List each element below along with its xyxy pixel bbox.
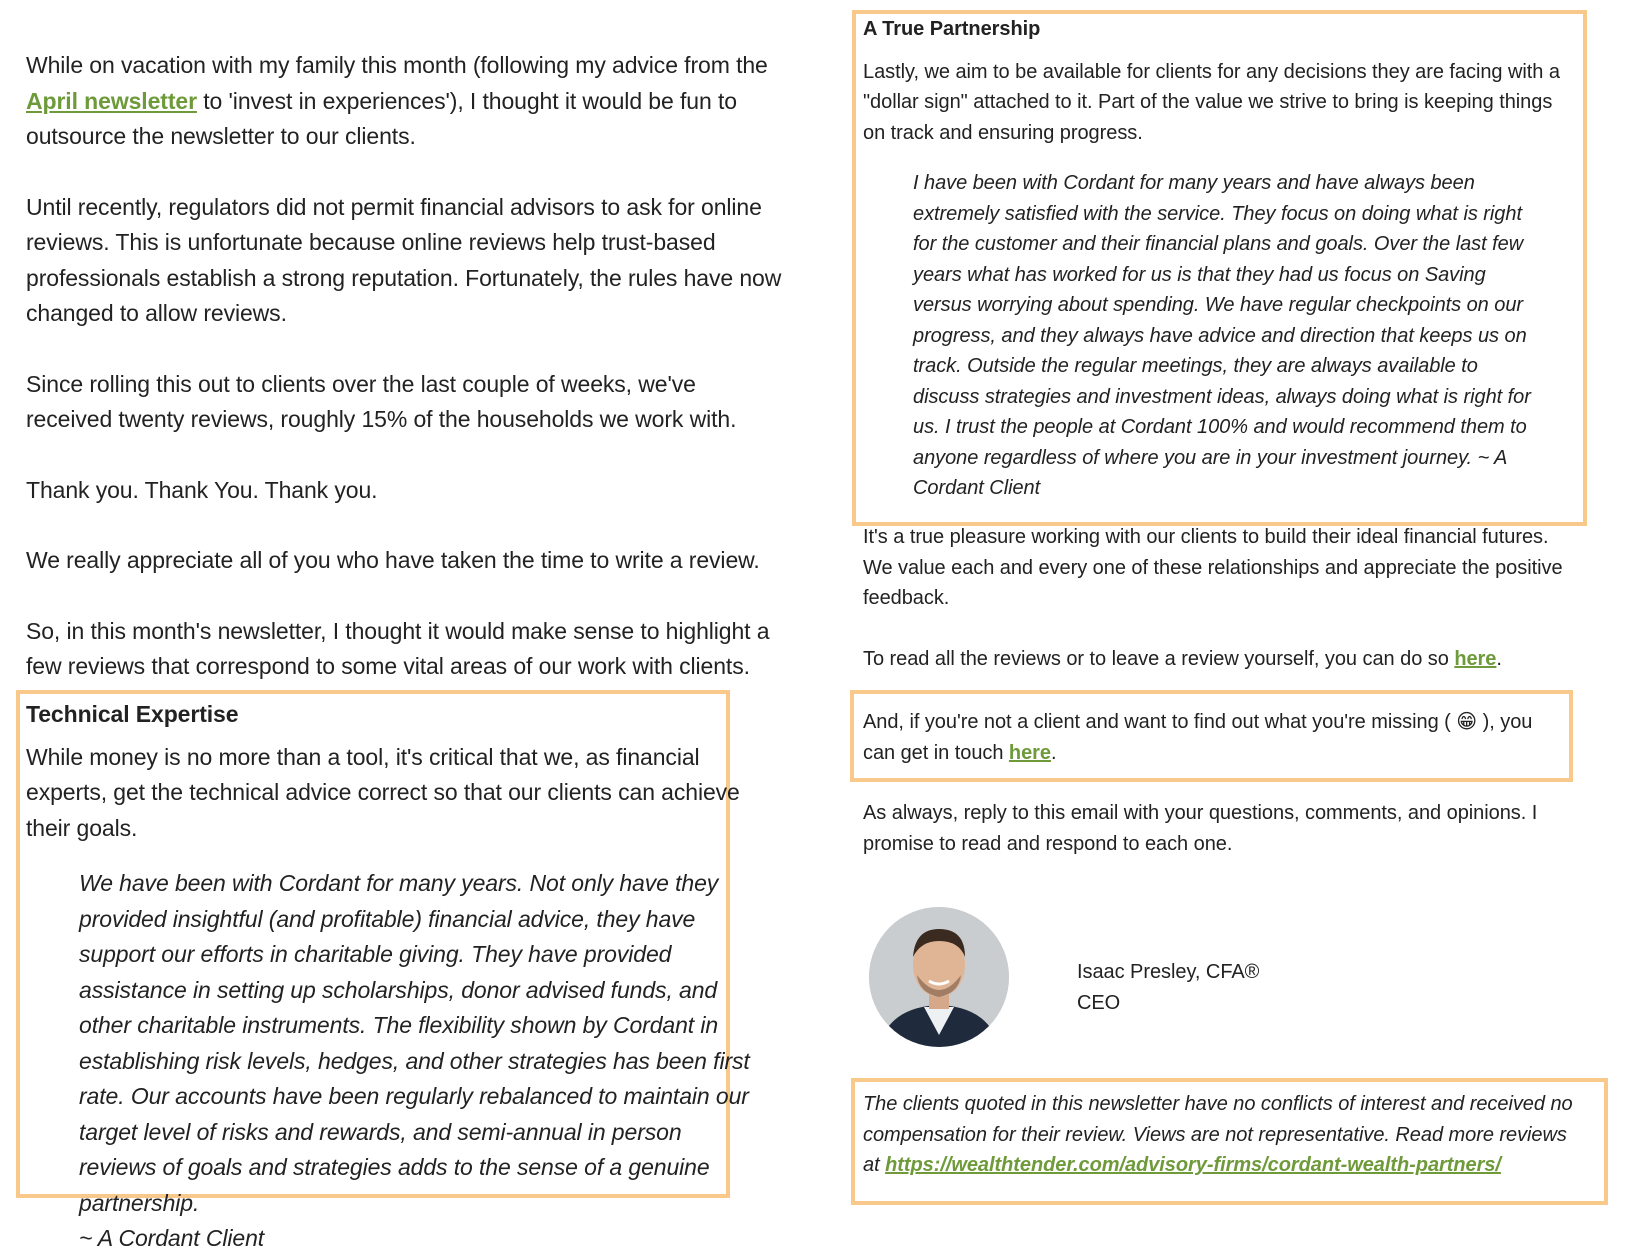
signature-title: CEO xyxy=(1077,992,1121,1014)
left-column xyxy=(26,48,786,685)
right-lower-content xyxy=(863,522,1581,704)
reviews-here-link[interactable]: here xyxy=(1454,647,1497,670)
ceo-avatar xyxy=(869,907,1009,1047)
true-partnership-title: A True Partnership xyxy=(863,18,1041,40)
april-newsletter-link[interactable]: April newsletter xyxy=(26,87,197,114)
technical-expertise-quote: We have been with Cordant for many years. Not only have they provided insightful (and profitable) financial advice, they have support our efforts in charitable giving. They have provided assistance in setting up scholarships, donor advised funds, and other charitable instruments. The flexibility shown by Cordant in establishing risk levels, hedges, and other strategies has been first rate. Our accounts have been regularly rebalanced to maintain our target level of risks and rewards, and semi-annual in person reviews of goals and strategies adds to the sense of a genuine partnership. ~ A Cordant Client xyxy=(79,870,750,1251)
true-partnership-body: Lastly, we aim to be available for clients for any decisions they are facing with a "dollar sign" attached to it. Part of the value we strive to bring is keeping things on track and ensuring progress. xyxy=(863,60,1560,144)
reviews-paragraph: To read all the reviews or to leave a review yourself, you can do so here. xyxy=(863,647,1502,670)
grin-emoji-icon: 😁 xyxy=(1456,711,1478,733)
true-partnership-quote: I have been with Cordant for many years and have always been extremely satisfied with the service. They focus on doing what is right for the customer and their financial plans and goals. Over the last few years what has worked for us is that they had us focus on Saving versus worrying about spending. We have regular checkpoints on our progress, and they always have advice and direction that keeps us on track. Outside the regular meetings, they are always available to discuss strategies and investment ideas, always doing what is right for us. I trust the people at Cordant 100% and would recommend them to anyone regardless of where you are in your investment journey. ~ A Cordant Client xyxy=(913,172,1531,499)
quote-attribution: ~ A Cordant Client xyxy=(79,1225,265,1251)
contact-here-link[interactable]: here xyxy=(1008,741,1051,764)
disclaimer-paragraph: The clients quoted in this newsletter have no conflicts of interest and received no compensation for their review. Views are not representative. Read more reviews at https://wealthtender.com/advisory-firms/cordant-wealth-partners/ xyxy=(863,1093,1573,1176)
ceo-photo-icon xyxy=(869,907,1009,1047)
technical-expertise-title: Technical Expertise xyxy=(26,701,239,727)
signature-name: Isaac Presley, CFA® xyxy=(1077,961,1260,983)
appreciate-paragraph: We really appreciate all of you who have taken the time to write a review. xyxy=(26,547,760,573)
technical-expertise-section xyxy=(26,697,756,1257)
wealthtender-link[interactable]: https://wealthtender.com/advisory-firms/cordant-wealth-partners/ xyxy=(885,1154,1501,1176)
not-client-paragraph: And, if you're not a client and want to find out what you're missing ( 😁 ), you can get in touch here. xyxy=(863,711,1533,764)
highlight-paragraph: So, in this month's newsletter, I thought it would make sense to highlight a few reviews that correspond to some vital areas of our work with clients. xyxy=(26,617,770,679)
rollout-paragraph: Since rolling this out to clients over the last couple of weeks, we've received twenty reviews, roughly 15% of the households we work with. xyxy=(26,370,737,432)
regulators-paragraph: Until recently, regulators did not permit financial advisors to ask for online reviews. This is unfortunate because online reviews help trust-based professionals establish a strong reputation. Fortunately, the rules have now changed to allow reviews. xyxy=(26,193,782,326)
technical-expertise-body: While money is no more than a tool, it's critical that we, as financial experts, get the technical advice correct so that our clients can achieve their goals. xyxy=(26,743,740,841)
pleasure-paragraph: It's a true pleasure working with our clients to build their ideal financial futures. We value each and every one of these relationships and appreciate the positive feedback. xyxy=(863,526,1563,609)
thank-you-paragraph: Thank you. Thank You. Thank you. xyxy=(26,476,378,503)
true-partnership-section xyxy=(863,14,1573,504)
reply-paragraph: As always, reply to this email with your questions, comments, and opinions. I promise to read and respond to each one. xyxy=(863,802,1538,855)
intro-paragraph: While on vacation with my family this month (following my advice from the April newsletter to 'invest in experiences'), I thought it would be fun to outsource the newsletter to our clients. xyxy=(26,52,768,149)
